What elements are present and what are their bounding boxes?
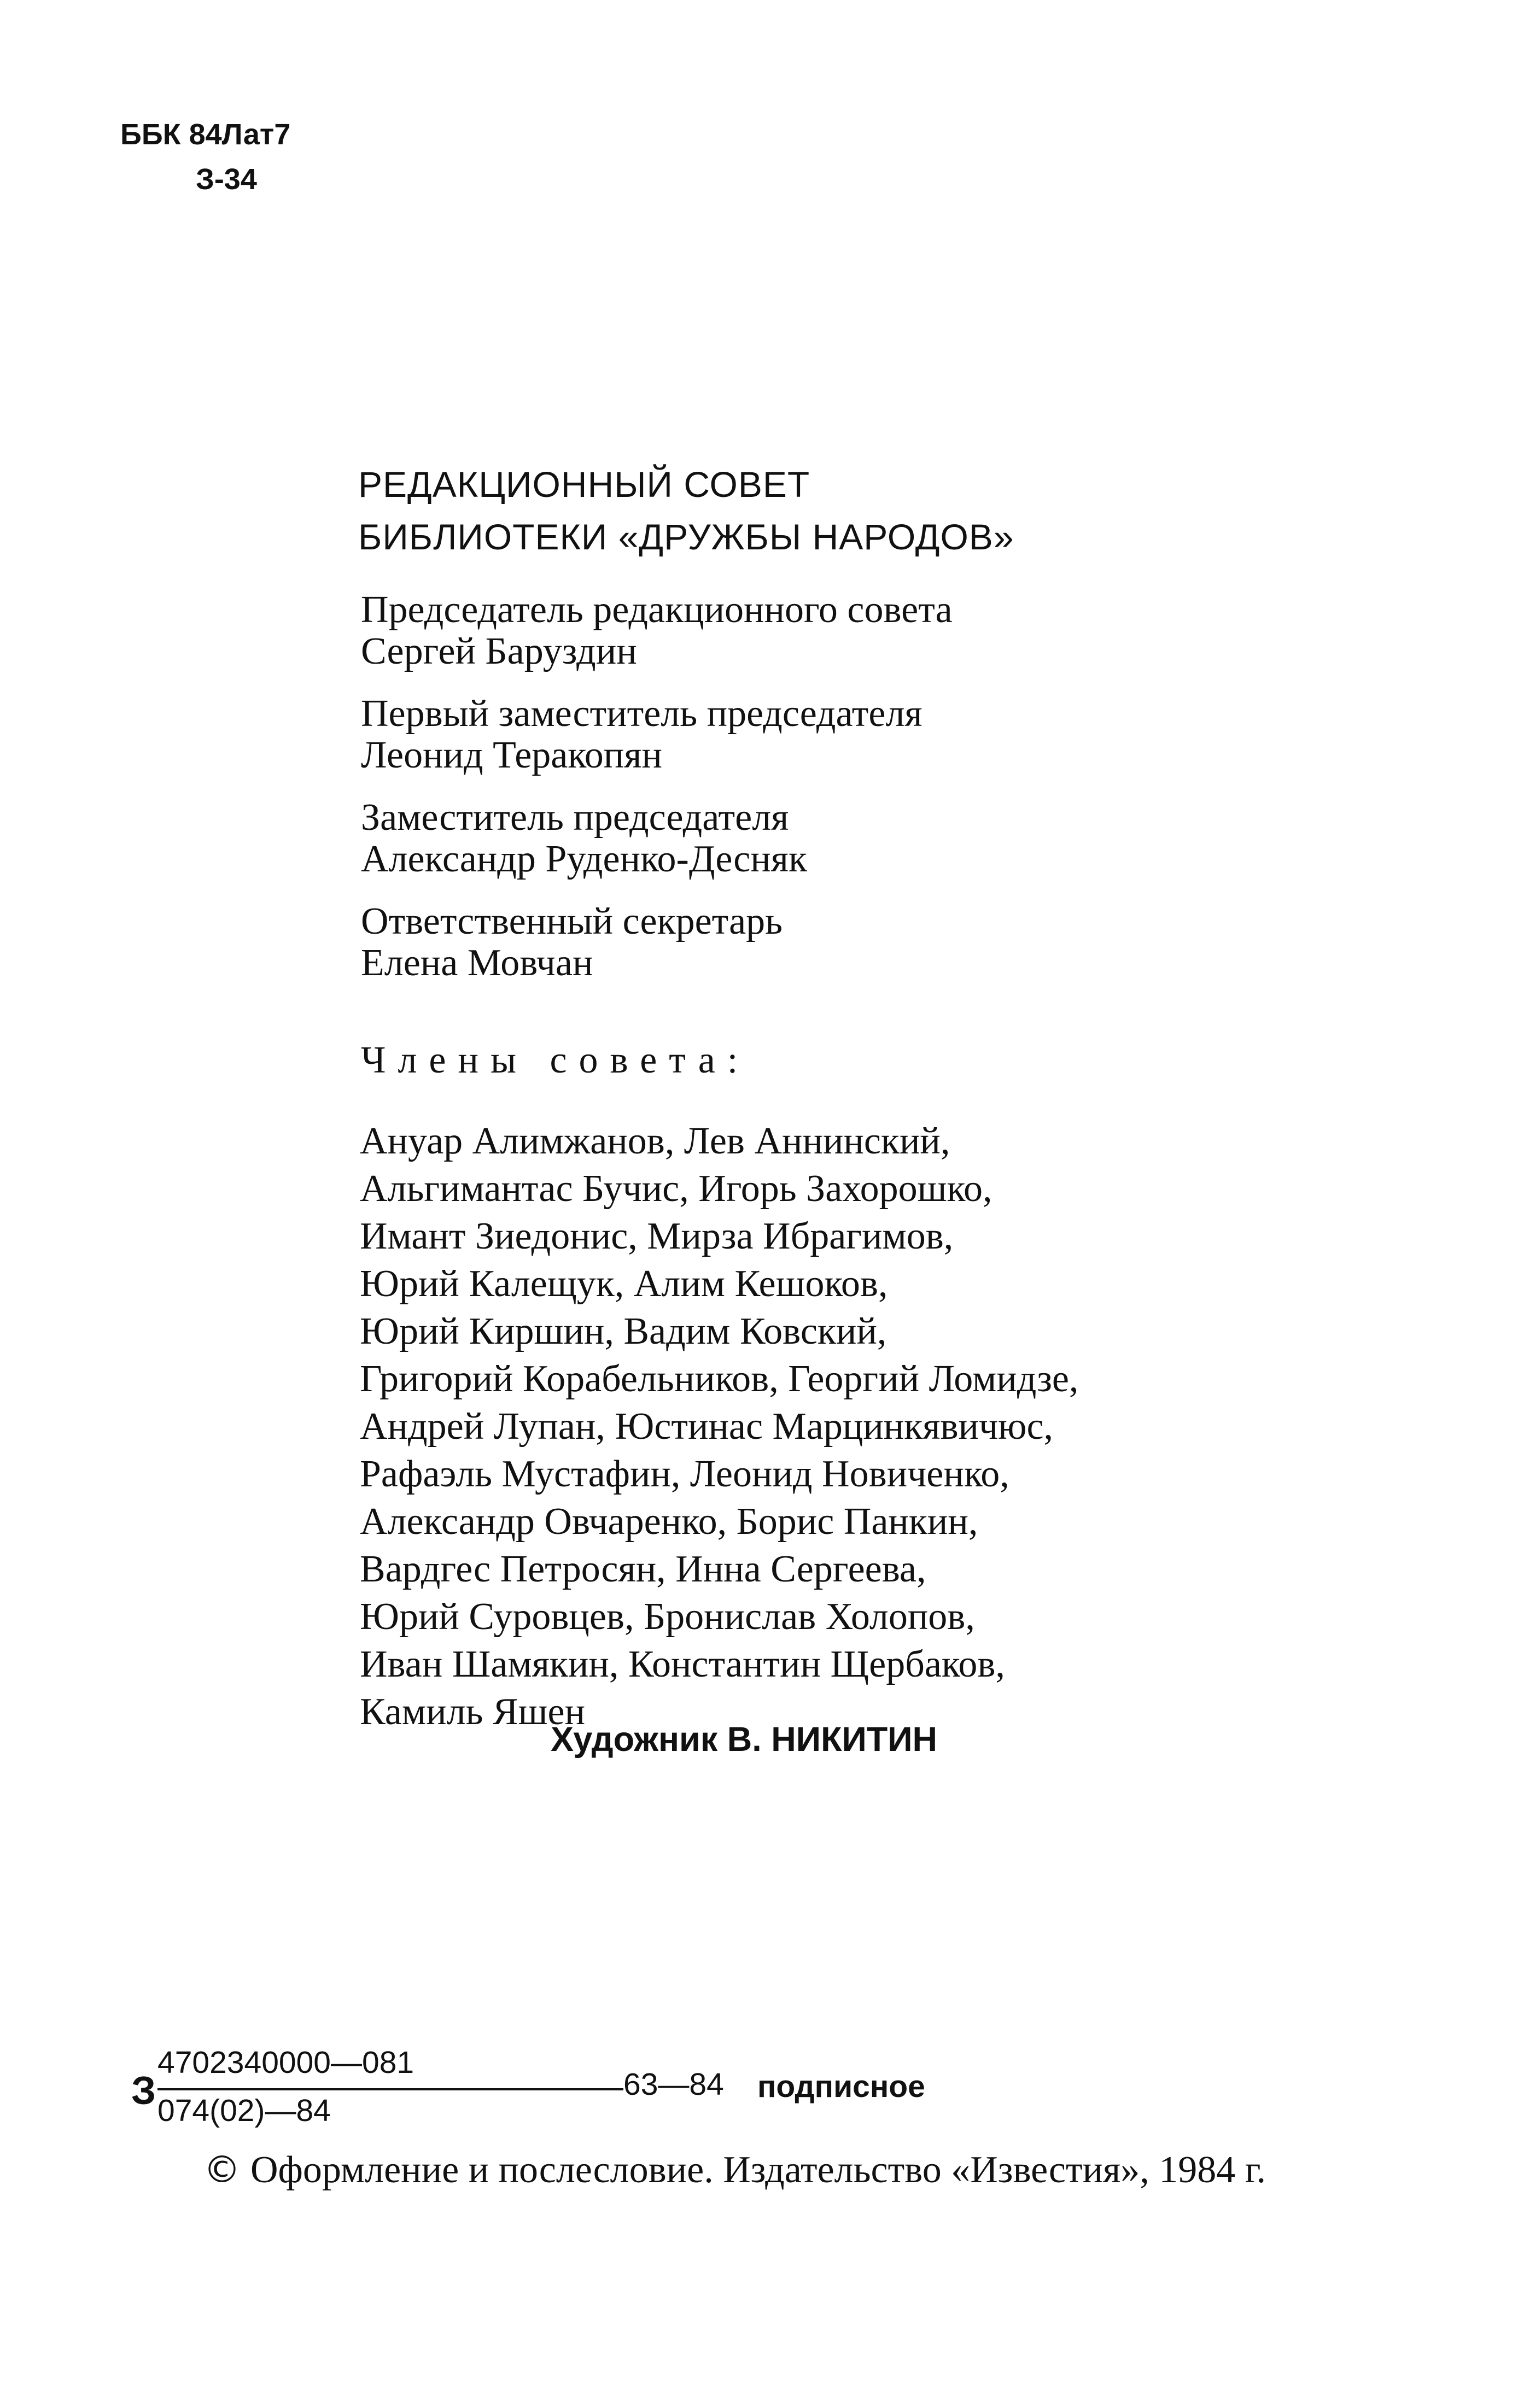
board-title-line-1: РЕДАКЦИОННЫЙ СОВЕТ xyxy=(358,464,810,505)
members-line: Юрий Киршин, Вадим Ковский, xyxy=(360,1310,887,1352)
role-person: Леонид Теракопян xyxy=(361,734,662,776)
members-heading: Члены совета: xyxy=(361,1039,750,1081)
role-person: Сергей Баруздин xyxy=(361,630,637,672)
role-secretary xyxy=(361,901,953,984)
code-denominator: 074(02)—84 xyxy=(157,2093,331,2128)
role-position: Заместитель председателя xyxy=(361,796,789,839)
copyright-icon: © xyxy=(203,2148,241,2192)
copyright-line xyxy=(203,2148,1266,2192)
subscription-label: подписное xyxy=(757,2069,925,2104)
role-chairman xyxy=(361,589,953,672)
role-person: Александр Руденко-Десняк xyxy=(361,838,807,880)
board-title xyxy=(358,458,1014,563)
members-line: Юрий Калещук, Алим Кешоков, xyxy=(360,1263,888,1305)
members-line: Григорий Корабельников, Георгий Ломидзе, xyxy=(360,1358,1079,1400)
role-position: Первый заместитель председателя xyxy=(361,693,923,735)
classification-line-1: ББК 84Лат7 xyxy=(120,118,291,151)
role-first-deputy xyxy=(361,693,953,776)
board-roles xyxy=(361,589,953,1005)
members-list xyxy=(360,1117,1078,1736)
artist-credit: Художник В. НИКИТИН xyxy=(551,1720,938,1759)
role-deputy xyxy=(361,797,953,880)
members-line: Камиль Яшен xyxy=(360,1691,586,1733)
code-numerator: 4702340000—081 xyxy=(157,2045,414,2080)
classification-line-2: З-34 xyxy=(196,163,257,196)
board-title-line-2: БИБЛИОТЕКИ «ДРУЖБЫ НАРОДОВ» xyxy=(358,517,1014,557)
code-letter: З xyxy=(131,2069,156,2113)
role-person: Елена Мовчан xyxy=(361,942,593,984)
fraction-bar xyxy=(157,2088,623,2090)
members-line: Альгимантас Бучис, Игорь Захорошко, xyxy=(360,1168,992,1210)
code-suffix: 63—84 xyxy=(623,2067,724,2102)
members-line: Имант Зиедонис, Мирза Ибрагимов, xyxy=(360,1215,954,1257)
role-position: Ответственный секретарь xyxy=(361,900,783,942)
classification-block xyxy=(120,112,290,202)
members-line: Александр Овчаренко, Борис Панкин, xyxy=(360,1501,978,1543)
members-line: Вардгес Петросян, Инна Сергеева, xyxy=(360,1548,926,1590)
role-position: Председатель редакционного совета xyxy=(361,589,953,631)
members-line: Рафаэль Мустафин, Леонид Новиченко, xyxy=(360,1453,1009,1495)
publication-code xyxy=(131,2044,925,2137)
copyright-text: Оформление и послесловие. Издательство «Известия», 1984 г. xyxy=(250,2149,1266,2191)
members-line: Иван Шамякин, Константин Щербаков, xyxy=(360,1643,1005,1685)
members-line: Юрий Суровцев, Бронислав Холопов, xyxy=(360,1596,975,1638)
members-line: Андрей Лупан, Юстинас Марцинкявичюс, xyxy=(360,1405,1054,1448)
members-line: Ануар Алимжанов, Лев Аннинский, xyxy=(360,1120,950,1162)
